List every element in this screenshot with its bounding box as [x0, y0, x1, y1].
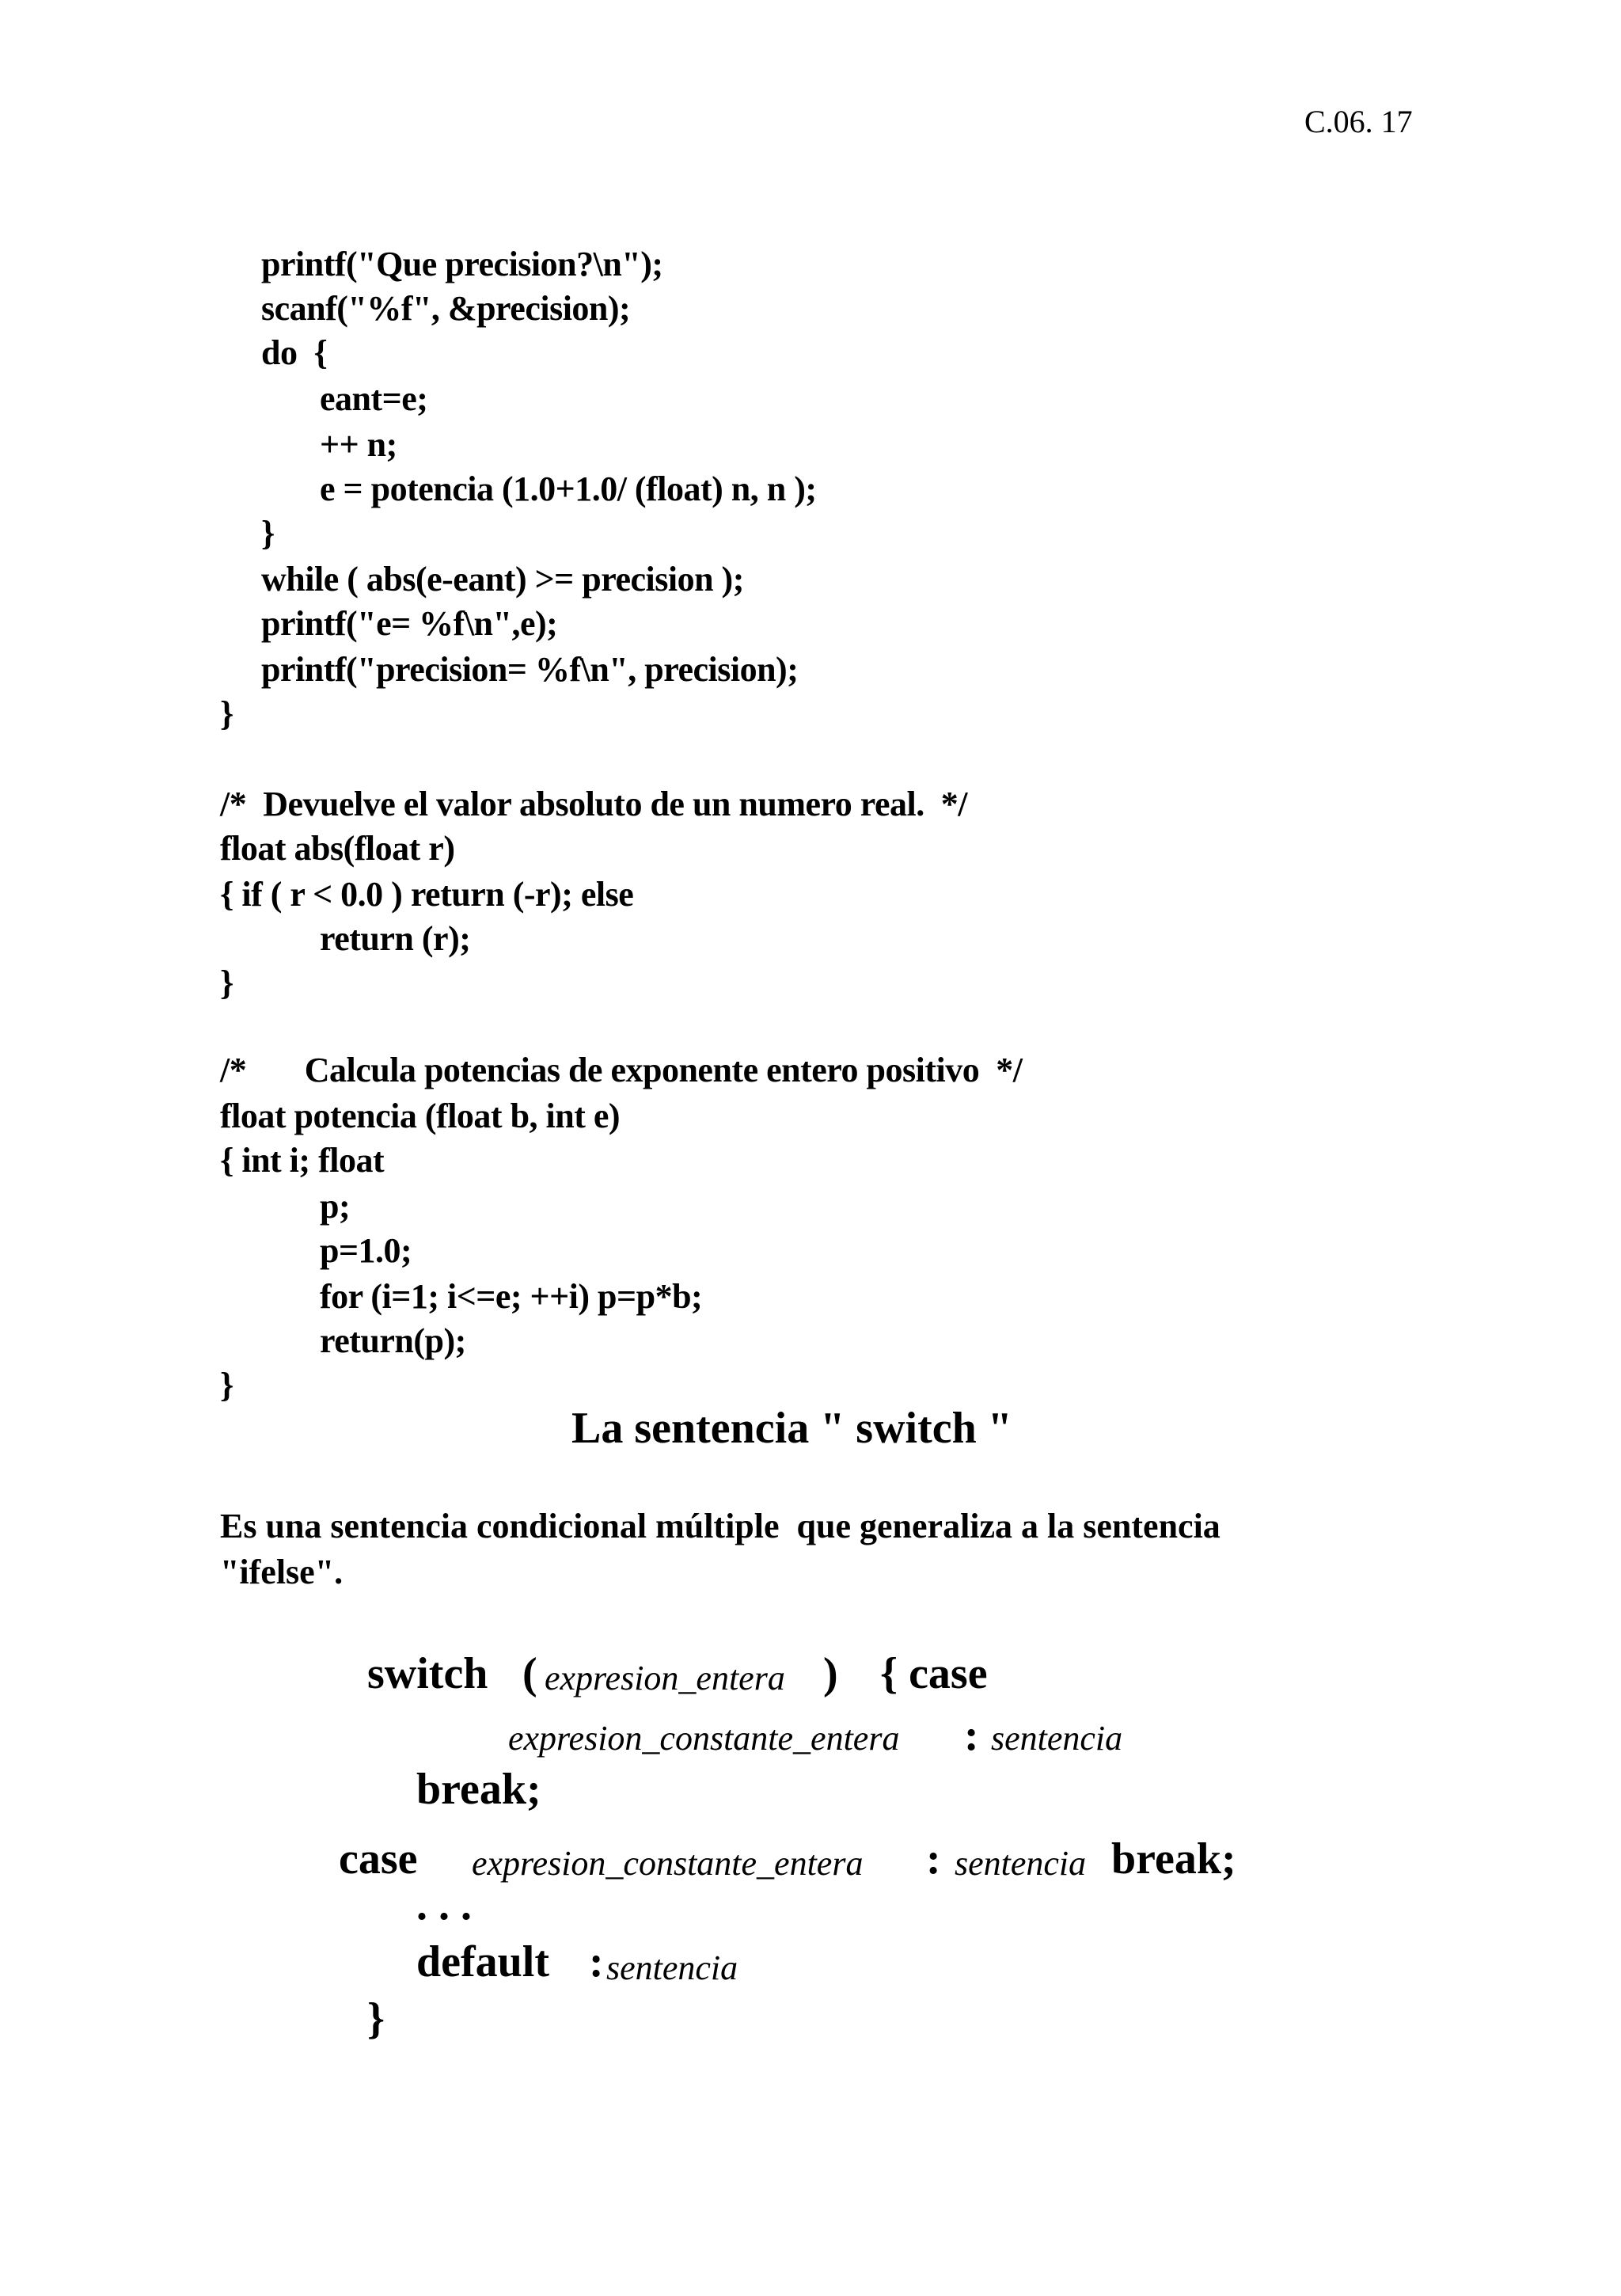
expr-const-entera: expresion_constante_entera [472, 1844, 864, 1883]
code-line: float abs(float r) [220, 829, 455, 868]
ellipsis: . . . [416, 1880, 472, 1929]
section-heading: La sentencia " switch " [571, 1404, 1012, 1453]
close-brace: } [367, 1994, 385, 2043]
brace-case: { case [880, 1649, 988, 1698]
code-line: } [220, 694, 233, 733]
code-comment: /* Devuelve el valor absoluto de un numero real. */ [220, 785, 967, 823]
paragraph-line: Es una sentencia condicional múltiple que generaliza a la sentencia [220, 1507, 1220, 1545]
code-line: } [220, 964, 233, 1002]
sentencia: sentencia [955, 1844, 1087, 1883]
code-line: p; [320, 1187, 351, 1226]
switch-keyword: switch [367, 1649, 488, 1698]
code-line: } [220, 1366, 233, 1405]
sentencia: sentencia [606, 1948, 738, 1987]
colon: : [964, 1711, 979, 1760]
code-line: do { [261, 333, 328, 372]
code-line: return (r); [320, 919, 471, 958]
default-keyword: default [416, 1937, 549, 1986]
break-keyword: break; [416, 1765, 541, 1814]
expr-entera: expresion_entera [545, 1659, 785, 1697]
code-line: return(p); [320, 1321, 466, 1360]
code-line: float potencia (float b, int e) [220, 1097, 621, 1135]
code-line: printf("e= %f\n",e); [261, 604, 558, 643]
code-line: { int i; float [220, 1141, 385, 1180]
code-line: while ( abs(e-eant) >= precision ); [261, 560, 744, 599]
case-keyword: case [339, 1834, 418, 1884]
break-keyword: break; [1111, 1834, 1236, 1884]
expr-const-entera: expresion_constante_entera [508, 1719, 900, 1758]
code-line: p=1.0; [320, 1231, 412, 1270]
page-number: C.06. 17 [1304, 104, 1413, 139]
close-paren: ) [823, 1649, 838, 1698]
open-paren: ( [522, 1649, 537, 1698]
paragraph-line: "ifelse". [220, 1553, 344, 1591]
code-line: { if ( r < 0.0 ) return (-r); else [220, 875, 634, 914]
code-line: e = potencia (1.0+1.0/ (float) n, n ); [320, 469, 817, 508]
code-line: printf("precision= %f\n", precision); [261, 650, 799, 689]
code-line: scanf("%f", &precision); [261, 289, 631, 328]
sentencia: sentencia [991, 1719, 1123, 1758]
code-line: for (i=1; i<=e; ++i) p=p*b; [320, 1277, 703, 1316]
colon: : [926, 1834, 941, 1884]
code-line: ++ n; [320, 425, 397, 464]
code-line: printf("Que precision?\n"); [261, 245, 663, 283]
code-line: eant=e; [320, 379, 428, 418]
code-comment: /* Calcula potencias de exponente entero positivo */ [220, 1051, 1023, 1089]
code-line: } [261, 514, 275, 553]
colon: : [589, 1937, 604, 1986]
